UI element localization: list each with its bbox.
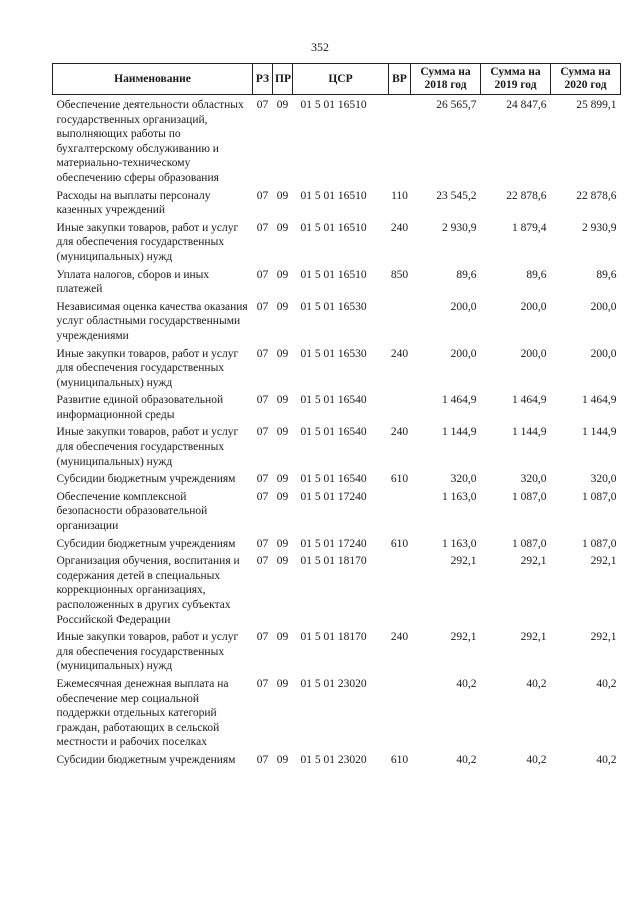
table-row <box>53 630 621 677</box>
row-pr: 09 <box>276 347 289 360</box>
row-sum-2018: 89,6 <box>456 268 477 281</box>
row-csr: 01 5 01 16540 <box>300 394 367 407</box>
row-sum-2018: 1 464,9 <box>442 394 477 407</box>
row-vr <box>389 490 411 537</box>
table-body <box>53 95 621 771</box>
row-sum-2020: 2 930,9 <box>582 221 617 234</box>
row-rz: 07 <box>256 394 269 407</box>
row-csr: 01 5 01 16540 <box>300 426 367 439</box>
row-name: Иные закупки товаров, работ и услуг для обеспечения государственных (муниципальных) нужд <box>56 631 239 673</box>
row-rz: 07 <box>256 189 269 202</box>
row-vr: 240 <box>390 631 409 644</box>
row-sum-2020: 200,0 <box>590 300 617 313</box>
budget-table <box>52 63 621 771</box>
table-row <box>53 554 621 630</box>
row-vr: 610 <box>390 753 409 766</box>
header-vr: ВР <box>389 64 411 95</box>
row-sum-2020: 200,0 <box>590 347 617 360</box>
table-row <box>53 490 621 537</box>
row-csr: 01 5 01 18170 <box>300 555 367 568</box>
row-csr: 01 5 01 16530 <box>300 300 367 313</box>
row-rz: 07 <box>256 268 269 281</box>
row-pr: 09 <box>276 268 289 281</box>
row-sum-2019: 1 087,0 <box>512 490 547 503</box>
row-rz: 07 <box>256 221 269 234</box>
table-row <box>53 472 621 490</box>
row-csr: 01 5 01 23020 <box>300 753 367 766</box>
row-rz: 07 <box>256 426 269 439</box>
row-rz: 07 <box>256 677 269 690</box>
row-rz: 07 <box>256 490 269 503</box>
row-sum-2020: 40,2 <box>596 677 617 690</box>
row-rz: 07 <box>256 555 269 568</box>
row-csr: 01 5 01 16530 <box>300 347 367 360</box>
row-pr: 09 <box>276 300 289 313</box>
row-csr: 01 5 01 16510 <box>300 189 367 202</box>
row-name: Расходы на выплаты персоналу казенных учреждений <box>56 189 211 217</box>
table-row <box>53 677 621 753</box>
row-pr: 09 <box>276 99 289 111</box>
row-vr <box>389 393 411 425</box>
row-sum-2019: 40,2 <box>526 753 547 766</box>
row-sum-2018: 1 163,0 <box>442 490 477 503</box>
row-pr: 09 <box>276 490 289 503</box>
header-csr: ЦСР <box>293 64 389 95</box>
table-row <box>53 347 621 394</box>
row-sum-2019: 200,0 <box>520 347 547 360</box>
row-vr: 610 <box>390 473 409 486</box>
header-rz: РЗ <box>253 64 273 95</box>
row-sum-2018: 292,1 <box>450 631 477 644</box>
row-sum-2019: 40,2 <box>526 677 547 690</box>
row-pr: 09 <box>276 426 289 439</box>
row-sum-2018: 23 545,2 <box>436 189 477 202</box>
row-name: Субсидии бюджетным учреждениям <box>56 753 236 766</box>
row-rz: 07 <box>256 300 269 313</box>
row-sum-2020: 89,6 <box>596 268 617 281</box>
row-sum-2018: 292,1 <box>450 555 477 568</box>
header-pr: ПР <box>273 64 293 95</box>
header-name: Наименование <box>53 64 253 95</box>
page-number: 352 <box>311 40 329 54</box>
row-csr: 01 5 01 16510 <box>300 221 367 234</box>
row-sum-2018: 26 565,7 <box>436 99 477 111</box>
row-sum-2019: 292,1 <box>520 631 547 644</box>
row-sum-2019: 89,6 <box>526 268 547 281</box>
row-sum-2020: 320,0 <box>590 473 617 486</box>
table-header-row <box>53 64 621 95</box>
row-sum-2018: 40,2 <box>456 677 477 690</box>
row-vr: 610 <box>390 537 409 550</box>
row-vr <box>389 554 411 630</box>
row-vr: 240 <box>390 347 409 360</box>
row-rz: 07 <box>256 753 269 766</box>
row-name: Иные закупки товаров, работ и услуг для обеспечения государственных (муниципальных) нужд <box>56 426 239 468</box>
row-csr: 01 5 01 17240 <box>300 537 367 550</box>
row-sum-2019: 1 464,9 <box>512 394 547 407</box>
row-csr: 01 5 01 16510 <box>300 99 367 111</box>
row-sum-2019: 1 144,9 <box>512 426 547 439</box>
table-row <box>53 189 621 221</box>
row-name: Независимая оценка качества оказания услуг областными государственными учреждениями <box>56 300 248 342</box>
row-vr <box>389 677 411 753</box>
row-csr: 01 5 01 18170 <box>300 631 367 644</box>
row-sum-2020: 1 087,0 <box>582 490 617 503</box>
row-vr: 240 <box>390 426 409 439</box>
row-vr: 240 <box>390 221 409 234</box>
row-rz: 07 <box>256 99 269 111</box>
row-sum-2020: 25 899,1 <box>576 99 617 111</box>
row-name: Организация обучения, воспитания и содержания детей в специальных коррекционных организациях, расположенных в других субъектах Российской Федерации <box>56 555 240 626</box>
row-name: Развитие единой образовательной информационной среды <box>56 394 224 421</box>
table-row <box>53 753 621 771</box>
table-row <box>53 95 621 189</box>
header-sum-2020: Сумма на 2020 год <box>551 64 621 95</box>
row-sum-2020: 40,2 <box>596 753 617 766</box>
row-sum-2020: 292,1 <box>590 631 617 644</box>
table-row <box>53 300 621 347</box>
row-csr: 01 5 01 16540 <box>300 473 367 486</box>
row-sum-2019: 24 847,6 <box>506 99 547 111</box>
header-sum-2019: Сумма на 2019 год <box>481 64 551 95</box>
row-sum-2020: 292,1 <box>590 555 617 568</box>
table-row <box>53 537 621 555</box>
row-rz: 07 <box>256 631 269 644</box>
row-sum-2018: 2 930,9 <box>442 221 477 234</box>
row-csr: 01 5 01 23020 <box>300 677 367 690</box>
row-sum-2019: 292,1 <box>520 555 547 568</box>
row-name: Иные закупки товаров, работ и услуг для обеспечения государственных (муниципальных) нужд <box>56 221 239 263</box>
table-row <box>53 425 621 472</box>
row-sum-2019: 320,0 <box>520 473 547 486</box>
row-pr: 09 <box>276 394 289 407</box>
row-name: Ежемесячная денежная выплата на обеспечение мер социальной поддержки отдельных категорий граждан, работающих в сельской местности и рабочих поселках <box>56 677 229 749</box>
row-sum-2020: 1 144,9 <box>582 426 617 439</box>
row-sum-2018: 200,0 <box>450 347 477 360</box>
row-vr: 850 <box>390 268 409 281</box>
row-name: Уплата налогов, сборов и иных платежей <box>56 268 210 296</box>
row-name: Обеспечение деятельности областных государственных организаций, выполняющих работы по бухгалтерскому обслуживанию и материально-техническому обеспечению сферы образования <box>56 99 244 184</box>
row-pr: 09 <box>276 473 289 486</box>
row-name: Обеспечение комплексной безопасности образовательной организации <box>56 490 208 533</box>
row-sum-2019: 22 878,6 <box>506 189 547 202</box>
row-pr: 09 <box>276 677 289 690</box>
row-sum-2020: 1 087,0 <box>582 537 617 550</box>
row-sum-2019: 200,0 <box>520 300 547 313</box>
row-name: Субсидии бюджетным учреждениям <box>56 537 236 550</box>
row-vr <box>389 300 411 347</box>
table-row <box>53 393 621 425</box>
row-name: Иные закупки товаров, работ и услуг для обеспечения государственных (муниципальных) нужд <box>56 347 239 389</box>
row-pr: 09 <box>276 189 289 202</box>
table-row <box>53 221 621 268</box>
row-sum-2019: 1 879,4 <box>512 221 547 234</box>
row-sum-2018: 1 144,9 <box>442 426 477 439</box>
row-pr: 09 <box>276 631 289 644</box>
row-pr: 09 <box>276 555 289 568</box>
table-row <box>53 268 621 300</box>
header-sum-2018: Сумма на 2018 год <box>411 64 481 95</box>
row-rz: 07 <box>256 537 269 550</box>
row-vr <box>389 95 411 189</box>
row-pr: 09 <box>276 753 289 766</box>
row-vr: 110 <box>391 189 408 202</box>
row-sum-2019: 1 087,0 <box>512 537 547 550</box>
row-sum-2018: 200,0 <box>450 300 477 313</box>
row-pr: 09 <box>276 221 289 234</box>
row-csr: 01 5 01 17240 <box>300 490 367 503</box>
row-rz: 07 <box>256 473 269 486</box>
row-name: Субсидии бюджетным учреждениям <box>56 473 236 486</box>
row-sum-2020: 22 878,6 <box>576 189 617 202</box>
row-sum-2020: 1 464,9 <box>582 394 617 407</box>
row-sum-2018: 320,0 <box>450 473 477 486</box>
row-csr: 01 5 01 16510 <box>300 268 367 281</box>
row-sum-2018: 1 163,0 <box>442 537 477 550</box>
row-pr: 09 <box>276 537 289 550</box>
row-rz: 07 <box>256 347 269 360</box>
row-sum-2018: 40,2 <box>456 753 477 766</box>
